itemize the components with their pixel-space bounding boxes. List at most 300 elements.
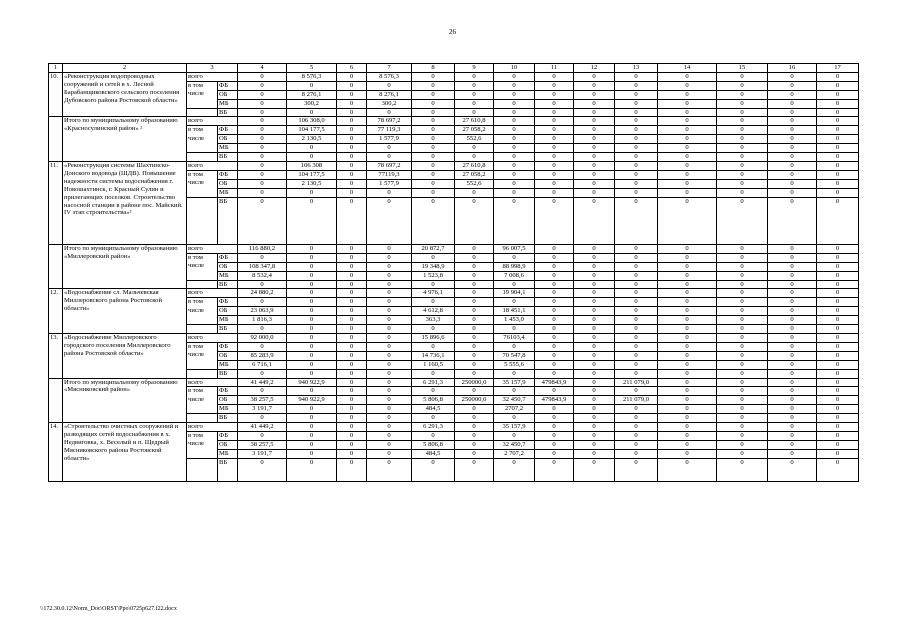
value-cell: 0 xyxy=(337,405,367,414)
value-cell: 0 xyxy=(337,307,367,316)
value-cell: 0 xyxy=(455,334,494,343)
table-row xyxy=(49,334,859,343)
value-cell: 0 xyxy=(337,423,367,432)
value-cell: 5 555,6 xyxy=(494,360,535,369)
value-cell: 0 xyxy=(717,81,768,90)
funding-subtype xyxy=(187,414,218,423)
value-cell: 0 xyxy=(287,351,337,360)
value-cell: 0 xyxy=(768,396,817,405)
funding-subtype xyxy=(187,316,218,325)
value-cell: 0 xyxy=(658,188,717,197)
value-cell: 0 xyxy=(494,99,535,108)
value-cell: 0 xyxy=(658,325,717,334)
value-cell: 0 xyxy=(658,369,717,378)
value-cell: 0 xyxy=(615,325,658,334)
value-cell: 0 xyxy=(238,108,287,117)
value-cell: 0 xyxy=(768,135,817,144)
value-cell: 0 xyxy=(367,197,412,244)
project-title: Итого по муниципальному образованию «Красносулинский район» ² xyxy=(63,117,187,162)
value-cell: 0 xyxy=(494,458,535,482)
value-cell: 0 xyxy=(337,378,367,387)
value-cell: 0 xyxy=(768,414,817,423)
value-cell: 0 xyxy=(658,253,717,262)
value-cell: 0 xyxy=(238,81,287,90)
value-cell: 0 xyxy=(535,423,574,432)
funding-source: ФБ xyxy=(218,298,238,307)
funding-subtype xyxy=(187,325,218,334)
value-cell: 1 160,5 xyxy=(412,360,455,369)
value-cell: 35 157,9 xyxy=(494,378,535,387)
value-cell: 0 xyxy=(817,307,859,316)
value-cell: 0 xyxy=(494,342,535,351)
value-cell: 0 xyxy=(535,334,574,343)
funding-subtype: числе xyxy=(187,307,218,316)
value-cell: 0 xyxy=(287,342,337,351)
funding-subtype: в том xyxy=(187,126,218,135)
value-cell: 0 xyxy=(337,440,367,449)
value-cell: 0 xyxy=(287,334,337,343)
value-cell: 0 xyxy=(817,378,859,387)
value-cell: 0 xyxy=(817,262,859,271)
funding-subtype xyxy=(187,360,218,369)
value-cell: 0 xyxy=(768,280,817,289)
value-cell: 0 xyxy=(658,458,717,482)
value-cell: 0 xyxy=(615,161,658,170)
value-cell: 0 xyxy=(494,253,535,262)
value-cell: 0 xyxy=(817,334,859,343)
value-cell: 0 xyxy=(238,342,287,351)
funding-source xyxy=(218,72,238,81)
value-cell: 0 xyxy=(367,153,412,162)
value-cell: 0 xyxy=(238,431,287,440)
funding-source: ОБ xyxy=(218,262,238,271)
value-cell: 0 xyxy=(768,440,817,449)
value-cell: 0 xyxy=(455,153,494,162)
value-cell: 0 xyxy=(615,414,658,423)
value-cell: 0 xyxy=(768,342,817,351)
funding-subtype: числе xyxy=(187,396,218,405)
value-cell: 363,3 xyxy=(412,316,455,325)
value-cell: 0 xyxy=(717,458,768,482)
funding-source: ФБ xyxy=(218,342,238,351)
value-cell: 0 xyxy=(367,360,412,369)
value-cell: 0 xyxy=(817,135,859,144)
value-cell: 0 xyxy=(768,197,817,244)
column-number: 6 xyxy=(337,64,367,73)
funding-source: ВБ xyxy=(218,325,238,334)
value-cell: 0 xyxy=(535,307,574,316)
value-cell: 8 576,3 xyxy=(367,72,412,81)
value-cell: 0 xyxy=(455,280,494,289)
value-cell: 0 xyxy=(455,387,494,396)
project-title: Итого по муниципальному образованию «Мясниковский район» xyxy=(63,378,187,423)
value-cell: 0 xyxy=(494,126,535,135)
value-cell: 0 xyxy=(337,72,367,81)
value-cell: 0 xyxy=(615,423,658,432)
value-cell: 0 xyxy=(367,253,412,262)
funding-subtype: всего xyxy=(187,423,218,432)
table-row xyxy=(49,244,859,253)
project-title: «Водоснабжение Миллеровского городского поселения Миллеровского района Ростовской области» xyxy=(63,334,187,379)
value-cell: 0 xyxy=(287,197,337,244)
value-cell: 0 xyxy=(367,108,412,117)
value-cell: 0 xyxy=(337,351,367,360)
value-cell: 0 xyxy=(535,81,574,90)
value-cell: 2707,2 xyxy=(494,405,535,414)
value-cell: 0 xyxy=(535,431,574,440)
value-cell: 0 xyxy=(412,342,455,351)
funding-source: МБ xyxy=(218,316,238,325)
value-cell: 0 xyxy=(455,197,494,244)
value-cell: 1 453,0 xyxy=(494,316,535,325)
value-cell: 0 xyxy=(455,405,494,414)
value-cell: 0 xyxy=(817,387,859,396)
funding-source: МБ xyxy=(218,360,238,369)
value-cell: 0 xyxy=(574,440,615,449)
value-cell: 0 xyxy=(455,369,494,378)
value-cell: 0 xyxy=(337,144,367,153)
value-cell: 0 xyxy=(455,72,494,81)
value-cell: 104 177,5 xyxy=(287,170,337,179)
value-cell: 0 xyxy=(817,188,859,197)
value-cell: 0 xyxy=(658,405,717,414)
value-cell: 0 xyxy=(337,153,367,162)
value-cell: 0 xyxy=(238,179,287,188)
value-cell: 8 276,1 xyxy=(287,90,337,99)
value-cell: 0 xyxy=(817,197,859,244)
value-cell: 0 xyxy=(535,262,574,271)
value-cell: 0 xyxy=(768,271,817,280)
value-cell: 0 xyxy=(717,387,768,396)
value-cell: 0 xyxy=(337,431,367,440)
value-cell: 250000,0 xyxy=(455,396,494,405)
funding-source: ОБ xyxy=(218,307,238,316)
value-cell: 0 xyxy=(412,161,455,170)
value-cell: 0 xyxy=(658,334,717,343)
value-cell: 0 xyxy=(658,280,717,289)
value-cell: 0 xyxy=(412,414,455,423)
value-cell: 0 xyxy=(574,405,615,414)
value-cell: 0 xyxy=(455,289,494,298)
value-cell: 78 697,2 xyxy=(367,161,412,170)
value-cell: 0 xyxy=(658,396,717,405)
value-cell: 0 xyxy=(768,325,817,334)
value-cell: 0 xyxy=(615,244,658,253)
value-cell: 0 xyxy=(658,262,717,271)
value-cell: 0 xyxy=(768,316,817,325)
value-cell: 0 xyxy=(412,280,455,289)
value-cell: 0 xyxy=(717,414,768,423)
value-cell: 0 xyxy=(717,161,768,170)
value-cell: 0 xyxy=(287,449,337,458)
column-number-row xyxy=(49,64,859,73)
value-cell: 18 451,1 xyxy=(494,307,535,316)
value-cell: 0 xyxy=(337,99,367,108)
value-cell: 0 xyxy=(574,179,615,188)
value-cell: 0 xyxy=(494,117,535,126)
value-cell: 0 xyxy=(817,360,859,369)
value-cell: 0 xyxy=(455,325,494,334)
funding-source xyxy=(218,117,238,126)
value-cell: 479843,9 xyxy=(535,396,574,405)
value-cell: 0 xyxy=(717,316,768,325)
value-cell: 27 058,2 xyxy=(455,126,494,135)
value-cell: 0 xyxy=(615,126,658,135)
value-cell: 2 130,5 xyxy=(287,179,337,188)
value-cell: 0 xyxy=(768,387,817,396)
value-cell: 0 xyxy=(337,325,367,334)
value-cell: 41 449,2 xyxy=(238,423,287,432)
row-index xyxy=(49,117,63,162)
value-cell: 0 xyxy=(717,289,768,298)
funding-subtype: в том xyxy=(187,81,218,90)
row-index xyxy=(49,378,63,423)
value-cell: 0 xyxy=(717,298,768,307)
value-cell: 0 xyxy=(615,179,658,188)
value-cell: 0 xyxy=(238,153,287,162)
value-cell: 0 xyxy=(768,449,817,458)
value-cell: 0 xyxy=(494,197,535,244)
funding-source: МБ xyxy=(218,188,238,197)
value-cell: 0 xyxy=(574,188,615,197)
value-cell: 0 xyxy=(535,135,574,144)
value-cell: 0 xyxy=(615,99,658,108)
value-cell: 0 xyxy=(615,342,658,351)
value-cell: 0 xyxy=(817,316,859,325)
funding-source: ФБ xyxy=(218,170,238,179)
value-cell: 0 xyxy=(367,188,412,197)
funding-subtype: в том xyxy=(187,387,218,396)
value-cell: 0 xyxy=(817,431,859,440)
value-cell: 0 xyxy=(574,108,615,117)
value-cell: 0 xyxy=(817,117,859,126)
value-cell: 0 xyxy=(817,458,859,482)
value-cell: 0 xyxy=(412,108,455,117)
value-cell: 0 xyxy=(658,90,717,99)
value-cell: 0 xyxy=(615,90,658,99)
funding-source: ВБ xyxy=(218,153,238,162)
value-cell: 0 xyxy=(287,253,337,262)
value-cell: 0 xyxy=(535,144,574,153)
value-cell: 0 xyxy=(337,197,367,244)
value-cell: 0 xyxy=(535,253,574,262)
value-cell: 0 xyxy=(658,81,717,90)
value-cell: 0 xyxy=(615,81,658,90)
value-cell: 0 xyxy=(768,458,817,482)
project-title: «Водоснабжение сл. Мальчевская Миллеровского района Ростовской области» xyxy=(63,289,187,334)
value-cell: 0 xyxy=(615,144,658,153)
value-cell: 0 xyxy=(658,244,717,253)
value-cell: 0 xyxy=(768,423,817,432)
column-number: 8 xyxy=(412,64,455,73)
value-cell: 76103,4 xyxy=(494,334,535,343)
value-cell: 0 xyxy=(768,90,817,99)
value-cell: 0 xyxy=(717,253,768,262)
value-cell: 0 xyxy=(768,161,817,170)
funding-source: ФБ xyxy=(218,126,238,135)
value-cell: 0 xyxy=(658,153,717,162)
column-number: 14 xyxy=(658,64,717,73)
value-cell: 0 xyxy=(287,153,337,162)
value-cell: 0 xyxy=(717,369,768,378)
funding-source: ВБ xyxy=(218,197,238,244)
value-cell: 0 xyxy=(238,161,287,170)
funding-subtype xyxy=(187,108,218,117)
value-cell: 0 xyxy=(337,387,367,396)
funding-subtype xyxy=(187,369,218,378)
funding-source: ОБ xyxy=(218,135,238,144)
value-cell: 35 157,9 xyxy=(494,423,535,432)
value-cell: 0 xyxy=(337,271,367,280)
funding-source xyxy=(218,378,238,387)
value-cell: 0 xyxy=(717,360,768,369)
value-cell: 0 xyxy=(367,449,412,458)
value-cell: 0 xyxy=(455,144,494,153)
value-cell: 0 xyxy=(535,325,574,334)
project-title: «Реконструкция водопроводных сооружений и сетей в х. Лесной Барабанщиковского сельского поселения Дубовского района Ростовской области» xyxy=(63,72,187,117)
value-cell: 0 xyxy=(817,440,859,449)
value-cell: 38 257,5 xyxy=(238,396,287,405)
value-cell: 0 xyxy=(494,387,535,396)
value-cell: 0 xyxy=(717,334,768,343)
value-cell: 0 xyxy=(768,72,817,81)
value-cell: 0 xyxy=(238,126,287,135)
value-cell: 0 xyxy=(494,280,535,289)
value-cell: 0 xyxy=(455,449,494,458)
value-cell: 0 xyxy=(817,161,859,170)
value-cell: 19 348,9 xyxy=(412,262,455,271)
value-cell: 0 xyxy=(817,405,859,414)
value-cell: 0 xyxy=(535,298,574,307)
value-cell: 0 xyxy=(238,99,287,108)
value-cell: 0 xyxy=(817,81,859,90)
funding-source xyxy=(218,244,238,253)
value-cell: 0 xyxy=(535,271,574,280)
value-cell: 88 998,9 xyxy=(494,262,535,271)
value-cell: 0 xyxy=(367,334,412,343)
value-cell: 0 xyxy=(768,99,817,108)
value-cell: 0 xyxy=(494,325,535,334)
value-cell: 0 xyxy=(287,405,337,414)
value-cell: 0 xyxy=(768,244,817,253)
value-cell: 0 xyxy=(615,316,658,325)
funding-subtype: в том xyxy=(187,170,218,179)
value-cell: 0 xyxy=(287,387,337,396)
value-cell: 0 xyxy=(615,135,658,144)
value-cell: 0 xyxy=(574,262,615,271)
funding-subtype: в том xyxy=(187,431,218,440)
value-cell: 0 xyxy=(615,405,658,414)
value-cell: 0 xyxy=(535,179,574,188)
value-cell: 0 xyxy=(717,342,768,351)
value-cell: 0 xyxy=(412,99,455,108)
value-cell: 0 xyxy=(455,271,494,280)
value-cell: 0 xyxy=(412,90,455,99)
value-cell: 0 xyxy=(817,271,859,280)
value-cell: 0 xyxy=(412,81,455,90)
value-cell: 0 xyxy=(494,135,535,144)
value-cell: 479843,9 xyxy=(535,378,574,387)
value-cell: 0 xyxy=(574,431,615,440)
funding-subtype: всего xyxy=(187,117,218,126)
value-cell: 0 xyxy=(367,280,412,289)
value-cell: 27 058,2 xyxy=(455,170,494,179)
row-index xyxy=(49,244,63,289)
value-cell: 77 119,3 xyxy=(367,126,412,135)
value-cell: 0 xyxy=(817,449,859,458)
value-cell: 0 xyxy=(287,458,337,482)
value-cell: 0 xyxy=(535,280,574,289)
funding-subtype xyxy=(187,99,218,108)
value-cell: 0 xyxy=(768,298,817,307)
value-cell: 0 xyxy=(817,298,859,307)
value-cell: 1 577,9 xyxy=(367,179,412,188)
value-cell: 0 xyxy=(658,316,717,325)
value-cell: 0 xyxy=(412,188,455,197)
value-cell: 0 xyxy=(574,423,615,432)
value-cell: 0 xyxy=(717,117,768,126)
value-cell: 0 xyxy=(817,342,859,351)
value-cell: 0 xyxy=(768,378,817,387)
value-cell: 0 xyxy=(337,90,367,99)
value-cell: 0 xyxy=(367,431,412,440)
value-cell: 0 xyxy=(455,307,494,316)
value-cell: 0 xyxy=(337,188,367,197)
value-cell: 0 xyxy=(817,369,859,378)
value-cell: 0 xyxy=(367,423,412,432)
funding-source: МБ xyxy=(218,449,238,458)
value-cell: 27 610,8 xyxy=(455,117,494,126)
value-cell: 0 xyxy=(494,170,535,179)
value-cell: 0 xyxy=(455,414,494,423)
value-cell: 0 xyxy=(574,307,615,316)
value-cell: 0 xyxy=(287,280,337,289)
value-cell: 300,2 xyxy=(287,99,337,108)
value-cell: 0 xyxy=(337,396,367,405)
value-cell: 0 xyxy=(367,262,412,271)
value-cell: 0 xyxy=(574,414,615,423)
value-cell: 0 xyxy=(455,316,494,325)
value-cell: 0 xyxy=(768,144,817,153)
funding-subtype: в том xyxy=(187,342,218,351)
value-cell: 0 xyxy=(717,99,768,108)
value-cell: 0 xyxy=(615,458,658,482)
value-cell: 0 xyxy=(615,449,658,458)
value-cell: 0 xyxy=(768,179,817,188)
value-cell: 0 xyxy=(768,289,817,298)
value-cell: 0 xyxy=(367,458,412,482)
value-cell: 0 xyxy=(574,369,615,378)
table-row xyxy=(49,117,859,126)
value-cell: 78 697,2 xyxy=(367,117,412,126)
funding-source: ВБ xyxy=(218,280,238,289)
funding-source xyxy=(218,423,238,432)
value-cell: 0 xyxy=(574,351,615,360)
value-cell: 0 xyxy=(574,334,615,343)
value-cell: 0 xyxy=(768,253,817,262)
value-cell: 0 xyxy=(287,188,337,197)
funding-subtype: числе xyxy=(187,90,218,99)
value-cell: 0 xyxy=(535,316,574,325)
value-cell: 2 707,2 xyxy=(494,449,535,458)
funding-source: ВБ xyxy=(218,108,238,117)
funding-subtype xyxy=(187,188,218,197)
funding-subtype: всего xyxy=(187,289,218,298)
column-number: 1 xyxy=(49,64,63,73)
value-cell: 0 xyxy=(817,99,859,108)
funding-source: ВБ xyxy=(218,369,238,378)
value-cell: 0 xyxy=(337,360,367,369)
